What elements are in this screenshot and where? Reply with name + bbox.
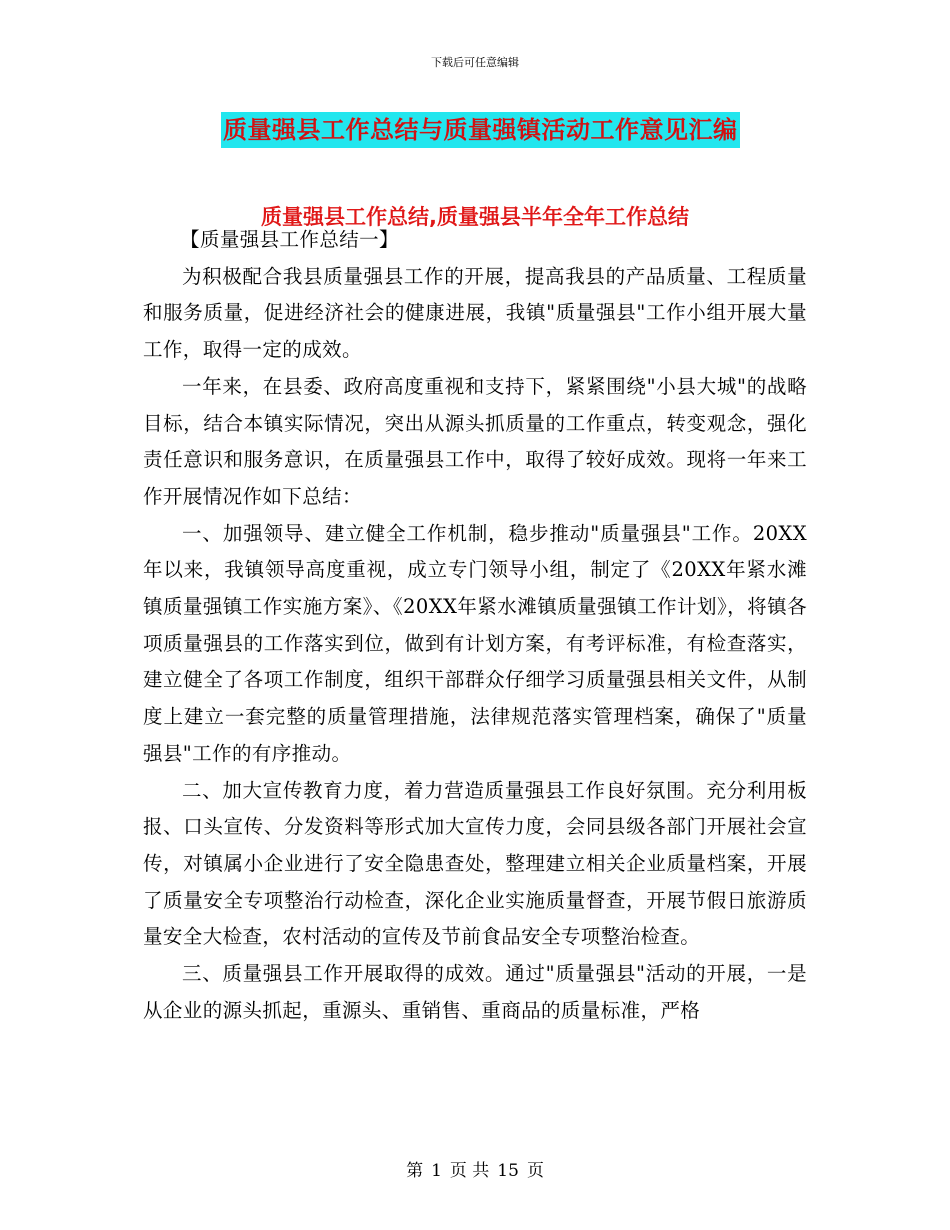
footer-page-number: 1	[431, 1161, 442, 1181]
document-subtitle: 质量强县工作总结,质量强县半年全年工作总结	[261, 205, 689, 229]
paragraph-section-one: 一、加强领导、建立健全工作机制，稳步推动"质量强县"工作。20XX年以来，我镇领导高度重视，成立专门领导小组，制定了《20XX年紧水滩镇质量强镇工作实施方案》、《20XX年紧水滩镇质量强镇工作计划》，将镇各项质量强县的工作落实到位，做到有计划方案，有考评标准，有检查落实，建立健全了各项工作制度，组织干部群众仔细学习质量强县相关文件，从制度上建立一套完整的质量管理措施，法律规范落实管理档案，确保了"质量强县"工作的有序推动。	[143, 521, 807, 765]
document-body	[143, 222, 807, 1029]
page-footer	[0, 1156, 950, 1181]
paragraph-intro: 为积极配合我县质量强县工作的开展，提高我县的产品质量、工程质量和服务质量，促进经济社会的健康进展，我镇"质量强县"工作小组开展大量工作，取得一定的成效。	[143, 264, 807, 362]
section-label: 【质量强县工作总结一】	[180, 228, 399, 251]
footer-total-pages: 15	[497, 1161, 519, 1181]
document-main-title: 质量强县工作总结与质量强镇活动工作意见汇编	[221, 112, 740, 148]
footer-suffix: 页	[526, 1161, 544, 1181]
footer-prefix: 第	[406, 1161, 424, 1181]
paragraph-section-two: 二、加大宣传教育力度，着力营造质量强县工作良好氛围。充分利用板报、口头宣传、分发资料等形式加大宣传力度，会同县级各部门开展社会宣传，对镇属小企业进行了安全隐患查处，整理建立相关企业质量档案，开展了质量安全专项整治行动检查，深化企业实施质量督查，开展节假日旅游质量安全大检查，农村活动的宣传及节前食品安全专项整治检查。	[143, 778, 807, 949]
header-note: 下载后可任意编辑	[431, 56, 519, 69]
paragraph-section-three: 三、质量强县工作开展取得的成效。通过"质量强县"活动的开展，一是从企业的源头抓起，重源头、重销售、重商品的质量标准，严格	[143, 962, 807, 1022]
paragraph-overview: 一年来，在县委、政府高度重视和支持下，紧紧围绕"小县大城"的战略目标，结合本镇实际情况，突出从源头抓质量的工作重点，转变观念，强化责任意识和服务意识，在质量强县工作中，取得了较好成效。现将一年来工作开展情况作如下总结：	[143, 374, 807, 508]
footer-middle: 页 共	[449, 1161, 490, 1181]
